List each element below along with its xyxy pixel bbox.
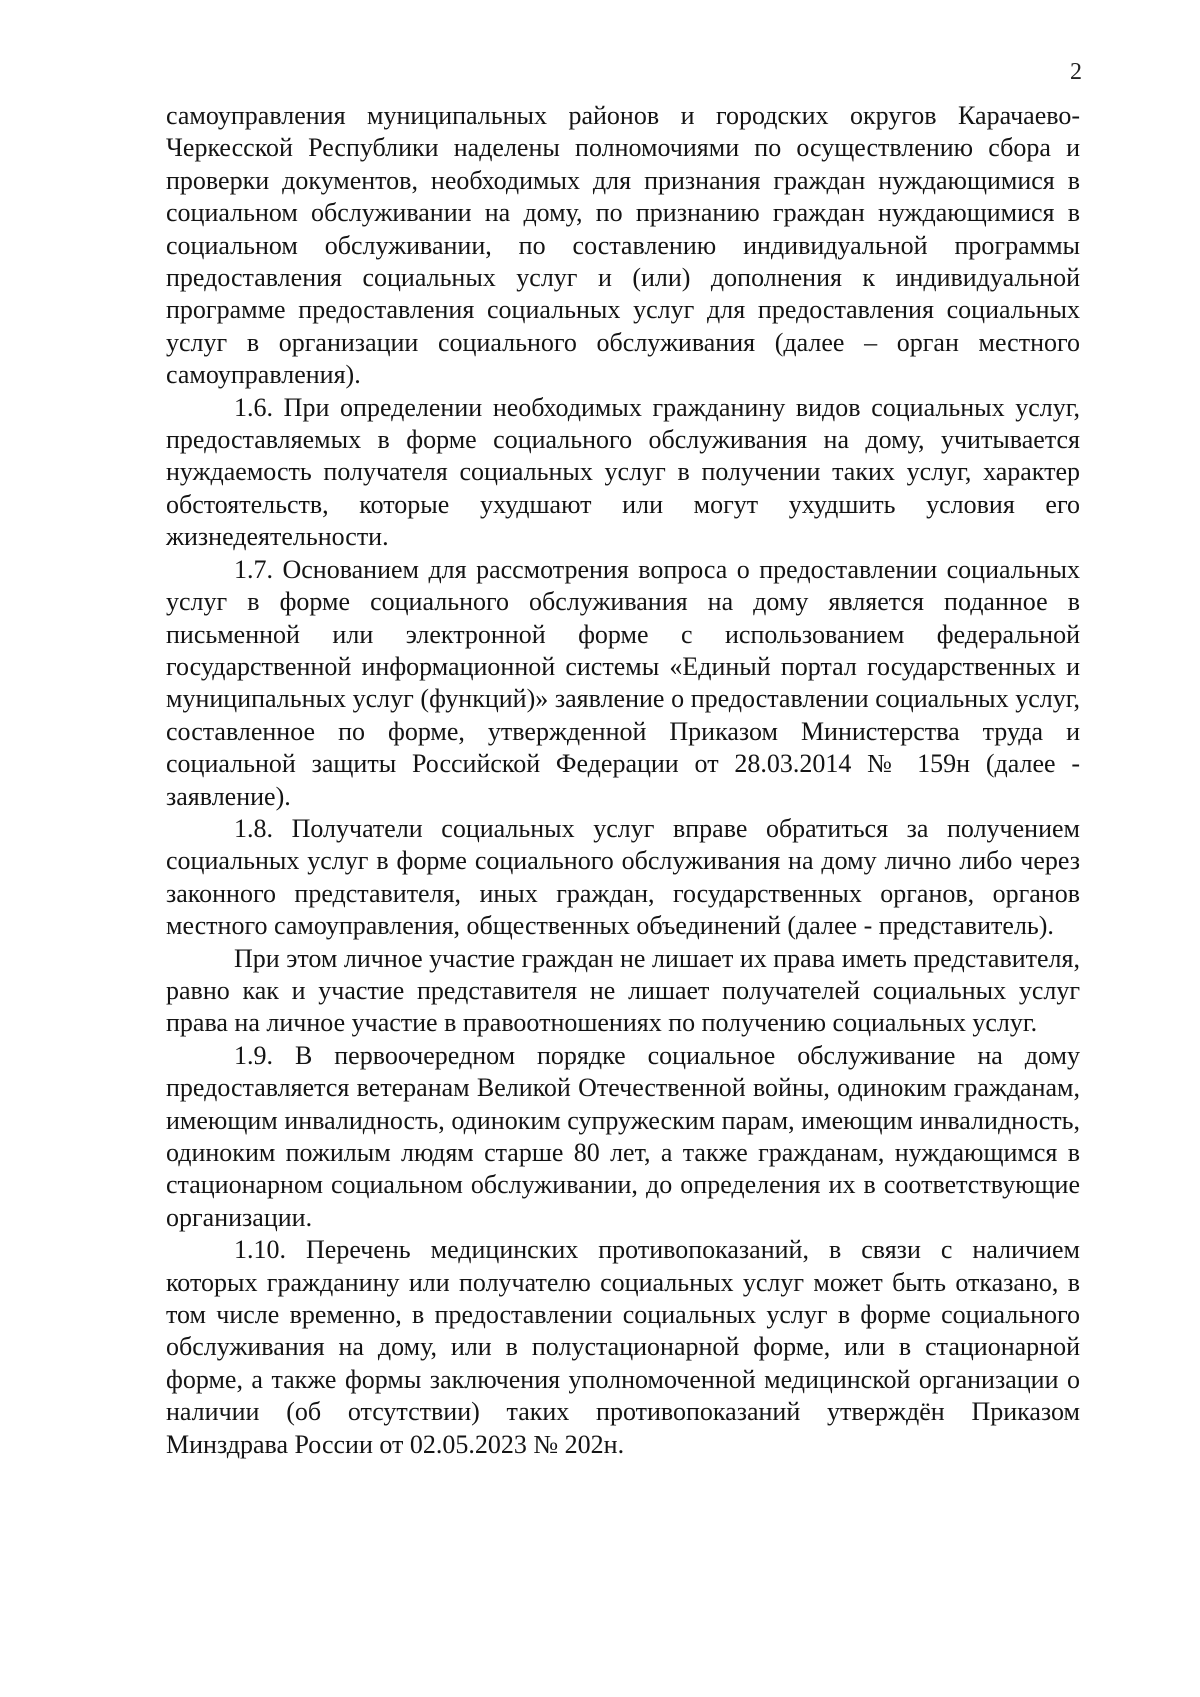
document-body — [166, 100, 1080, 1461]
paragraph-1-8: 1.8. Получатели социальных услуг вправе обратиться за получением социальных услуг в форме социального обслуживания на дому лично либо через законного представителя, иных граждан, государственных органов, органов местного самоуправления, общественных объединений (далее - представитель). — [166, 813, 1080, 941]
paragraph-1-7: 1.7. Основанием для рассмотрения вопроса о предоставлении социальных услуг в форме социального обслуживания на дому является поданное в письменной или электронной форме с использованием федеральной государственной информационной системы «Единый портал государственных и муниципальных услуг (функций)» заявление о предоставлении социальных услуг, составленное по форме, утвержденной Приказом Министерства труда и социальной защиты Российской Федерации от 28.03.2014 № 159н (далее - заявление). — [166, 554, 1080, 811]
paragraph-1-8-continued: При этом личное участие граждан не лишает их права иметь представителя, равно как и участие представителя не лишает получателей социальных услуг права на личное участие в правоотношениях по получению социальных услуг. — [166, 943, 1080, 1038]
paragraph-1-6: 1.6. При определении необходимых гражданину видов социальных услуг, предоставляемых в форме социального обслуживания на дому, учитывается нуждаемость получателя социальных услуг в получении таких услуг, характер обстоятельств, которые ухудшают или могут ухудшить условия его жизнедеятельности. — [166, 392, 1080, 552]
paragraph-continuation: самоуправления муниципальных районов и городских округов Карачаево-Черкесской Республики наделены полномочиями по осуществлению сбора и проверки документов, необходимых для признания граждан нуждающимися в социальном обслуживании на дому, по признанию граждан нуждающимися в социальном обслуживании, по составлению индивидуальной программы предоставления социальных услуг и (или) дополнения к индивидуальной программе предоставления социальных услуг для предоставления социальных услуг в организации социального обслуживания (далее – орган местного самоуправления). — [166, 101, 1080, 390]
paragraph-1-9: 1.9. В первоочередном порядке социальное обслуживание на дому предоставляется ветеранам Великой Отечественной войны, одиноким гражданам, имеющим инвалидность, одиноким супружеским парам, имеющим инвалидность, одиноким пожилым людям старше 80 лет, а также гражданам, нуждающимся в стационарном социальном обслуживании, до определения их в соответствующие организации. — [166, 1040, 1080, 1232]
page-number: 2 — [1070, 59, 1082, 85]
paragraph-1-10: 1.10. Перечень медицинских противопоказаний, в связи с наличием которых гражданину или получателю социальных услуг может быть отказано, в том числе временно, в предоставлении социальных услуг в форме социального обслуживания на дому, или в полустационарной форме, или в стационарной форме, а также формы заключения уполномоченной медицинской организации о наличии (об отсутствии) таких противопоказаний утверждён Приказом Минздрава России от 02.05.2023 № 202н. — [166, 1235, 1080, 1459]
